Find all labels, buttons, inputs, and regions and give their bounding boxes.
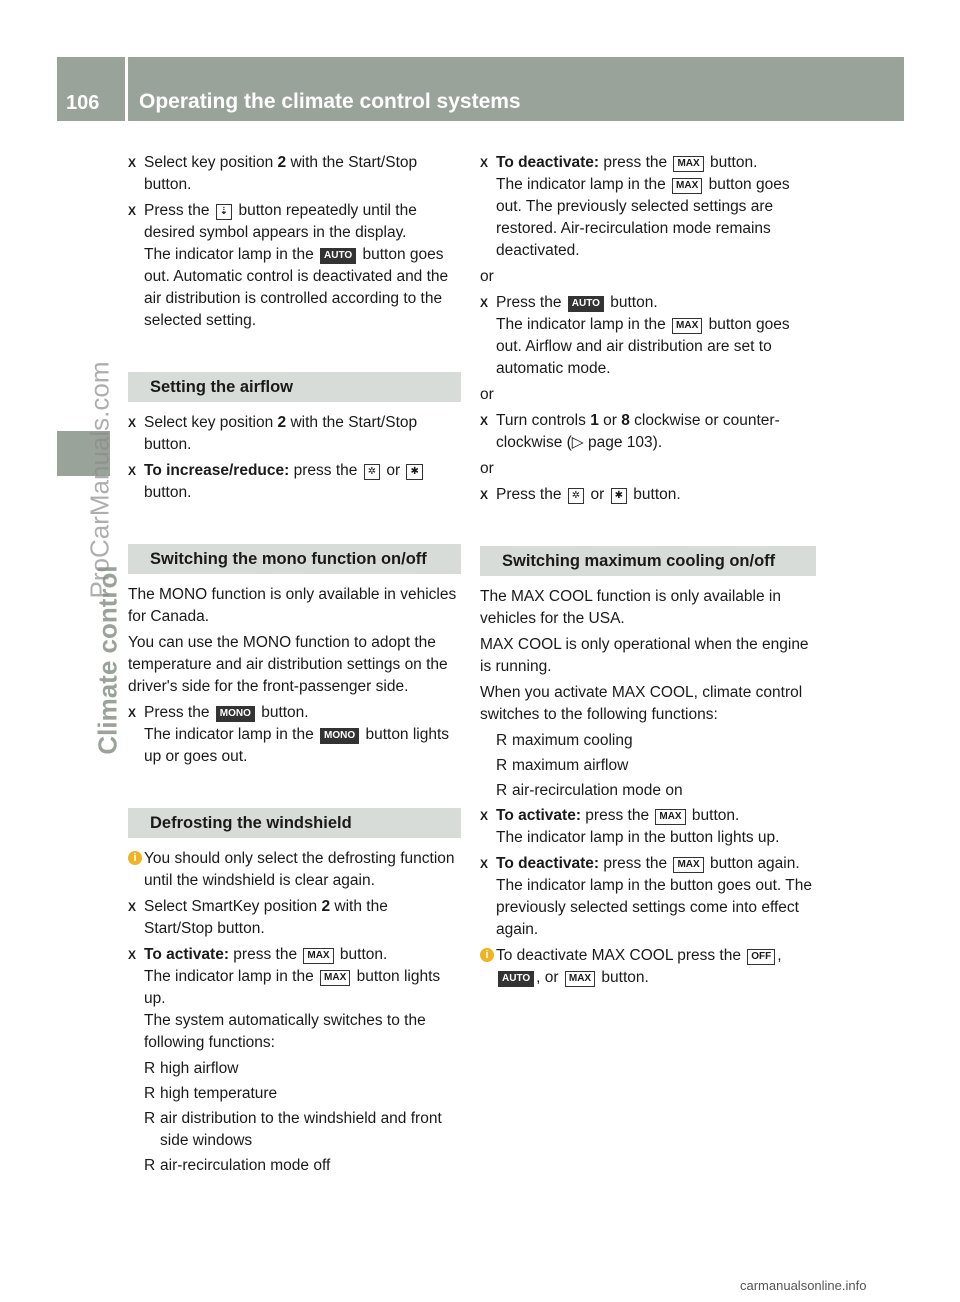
step-arrow-icon: X: [480, 414, 489, 428]
list-item: R air-recirculation mode on: [496, 780, 816, 802]
off-key-icon: OFF: [747, 949, 775, 965]
right-column: [480, 152, 816, 993]
info-icon: i: [480, 948, 494, 962]
section-heading: Switching the mono function on/off: [128, 544, 461, 574]
maxcool-key-icon: MAX: [673, 857, 703, 873]
step: X Press the ✲ or ✱ button.: [480, 484, 816, 506]
fan-up-key-icon: ✲: [568, 488, 584, 504]
step-arrow-icon: X: [128, 706, 137, 720]
step-arrow-icon: X: [128, 464, 137, 478]
defrost-key-icon: MAX: [673, 156, 703, 172]
page-number: 106: [66, 92, 100, 114]
bullet-icon: R: [144, 1157, 156, 1174]
paragraph: The MAX COOL function is only available in vehicles for the USA.: [480, 588, 781, 627]
step: X To activate: press the MAX button. The indicator lamp in the MAX button lights up. The system automatically switches to the following functions:: [128, 946, 441, 1051]
list-item: R maximum cooling: [496, 730, 816, 752]
list-item: R high temperature: [144, 1083, 461, 1105]
fan-down-key-icon: ✱: [611, 488, 627, 504]
step-arrow-icon: X: [480, 156, 489, 170]
auto-key-icon: AUTO: [498, 971, 534, 987]
paragraph: The MONO function is only available in vehicles for Canada.: [128, 586, 457, 625]
step-arrow-icon: X: [128, 948, 137, 962]
info-icon: i: [128, 851, 142, 865]
step-arrow-icon: X: [128, 900, 137, 914]
left-column: [128, 152, 461, 1180]
page-title: Operating the climate control systems: [139, 90, 521, 113]
step-arrow-icon: X: [128, 416, 137, 430]
watermark: ProCarManuals.com: [84, 361, 115, 599]
step: X To deactivate: press the MAX button again. The indicator lamp in the button goes out. The previously selected settings come into effect again.: [480, 855, 812, 938]
list-item: R high airflow: [144, 1058, 461, 1080]
defrost-key-icon: MAX: [672, 178, 702, 194]
mono-key-icon: MONO: [320, 728, 359, 744]
defrost-key-icon: MAX: [565, 971, 595, 987]
defrost-key-icon: MAX: [672, 318, 702, 334]
fan-up-key-icon: ✲: [364, 464, 380, 480]
mono-key-icon: MONO: [216, 706, 255, 722]
or-text: or: [480, 460, 494, 477]
side-tab-label: Climate control: [92, 565, 123, 755]
step-arrow-icon: X: [480, 857, 489, 871]
step: X To activate: press the MAX button. The indicator lamp in the button lights up.: [480, 807, 780, 846]
fan-down-key-icon: ✱: [406, 464, 422, 480]
step-arrow-icon: X: [480, 296, 489, 310]
paragraph: When you activate MAX COOL, climate control switches to the following functions:: [480, 684, 803, 723]
step: X To deactivate: press the MAX button. The indicator lamp in the MAX button goes out. The previously selected settings are restored. Air-recirculation mode remains deactivated.: [480, 154, 790, 259]
step: X Turn controls 1 or 8 clockwise or counter-clockwise (▷ page 103).: [480, 412, 780, 451]
bullet-icon: R: [144, 1060, 156, 1077]
header-divider: [125, 57, 128, 121]
list-item: R air-recirculation mode off: [144, 1155, 461, 1177]
step-arrow-icon: X: [480, 488, 489, 502]
info-note: i You should only select the defrosting function until the windshield is clear again.: [128, 848, 461, 892]
step: X Press the AUTO button. The indicator lamp in the MAX button goes out. Airflow and air distribution are set to automatic mode.: [480, 294, 790, 377]
section-heading: Setting the airflow: [128, 372, 461, 402]
bullet-icon: R: [144, 1085, 156, 1102]
bullet-icon: R: [496, 757, 508, 774]
or-text: or: [480, 386, 494, 403]
step: X Press the ⇣ button repeatedly until the desired symbol appears in the display. The indicator lamp in the AUTO button goes out. Automatic control is deactivated and the air distribution is controlled according to the selected setting.: [128, 202, 449, 329]
list-item: R maximum airflow: [496, 755, 816, 777]
step-arrow-icon: X: [128, 156, 137, 170]
bullet-icon: R: [496, 782, 508, 799]
list-item: R air distribution to the windshield and front side windows: [144, 1110, 442, 1149]
auto-key-icon: AUTO: [320, 248, 356, 264]
step: X Select SmartKey position 2 with the Start/Stop button.: [128, 898, 388, 937]
airflow-key-icon: ⇣: [216, 204, 232, 220]
step: X To increase/reduce: press the ✲ or ✱ button.: [128, 460, 461, 504]
step: X Select key position 2 with the Start/Stop button.: [128, 414, 418, 453]
step-arrow-icon: X: [128, 204, 137, 218]
or-text: or: [480, 268, 494, 285]
footer-watermark: carmanualsonline.info: [740, 1278, 867, 1293]
section-heading: Switching maximum cooling on/off: [480, 546, 816, 576]
step: X Press the MONO button. The indicator lamp in the MONO button lights up or goes out.: [128, 704, 450, 765]
defrost-key-icon: MAX: [320, 970, 350, 986]
bullet-icon: R: [144, 1110, 156, 1127]
step: X Select key position 2 with the Start/Stop button.: [128, 154, 418, 193]
auto-key-icon: AUTO: [568, 296, 604, 312]
defrost-key-icon: MAX: [303, 948, 333, 964]
bullet-icon: R: [496, 732, 508, 749]
maxcool-key-icon: MAX: [655, 809, 685, 825]
paragraph: You can use the MONO function to adopt the temperature and air distribution settings on the driver's side for the front-passenger side.: [128, 634, 448, 695]
info-note: i To deactivate MAX COOL press the OFF , AUTO , or MAX button.: [480, 945, 816, 989]
step-arrow-icon: X: [480, 809, 489, 823]
paragraph: MAX COOL is only operational when the engine is running.: [480, 636, 809, 675]
section-heading: Defrosting the windshield: [128, 808, 461, 838]
